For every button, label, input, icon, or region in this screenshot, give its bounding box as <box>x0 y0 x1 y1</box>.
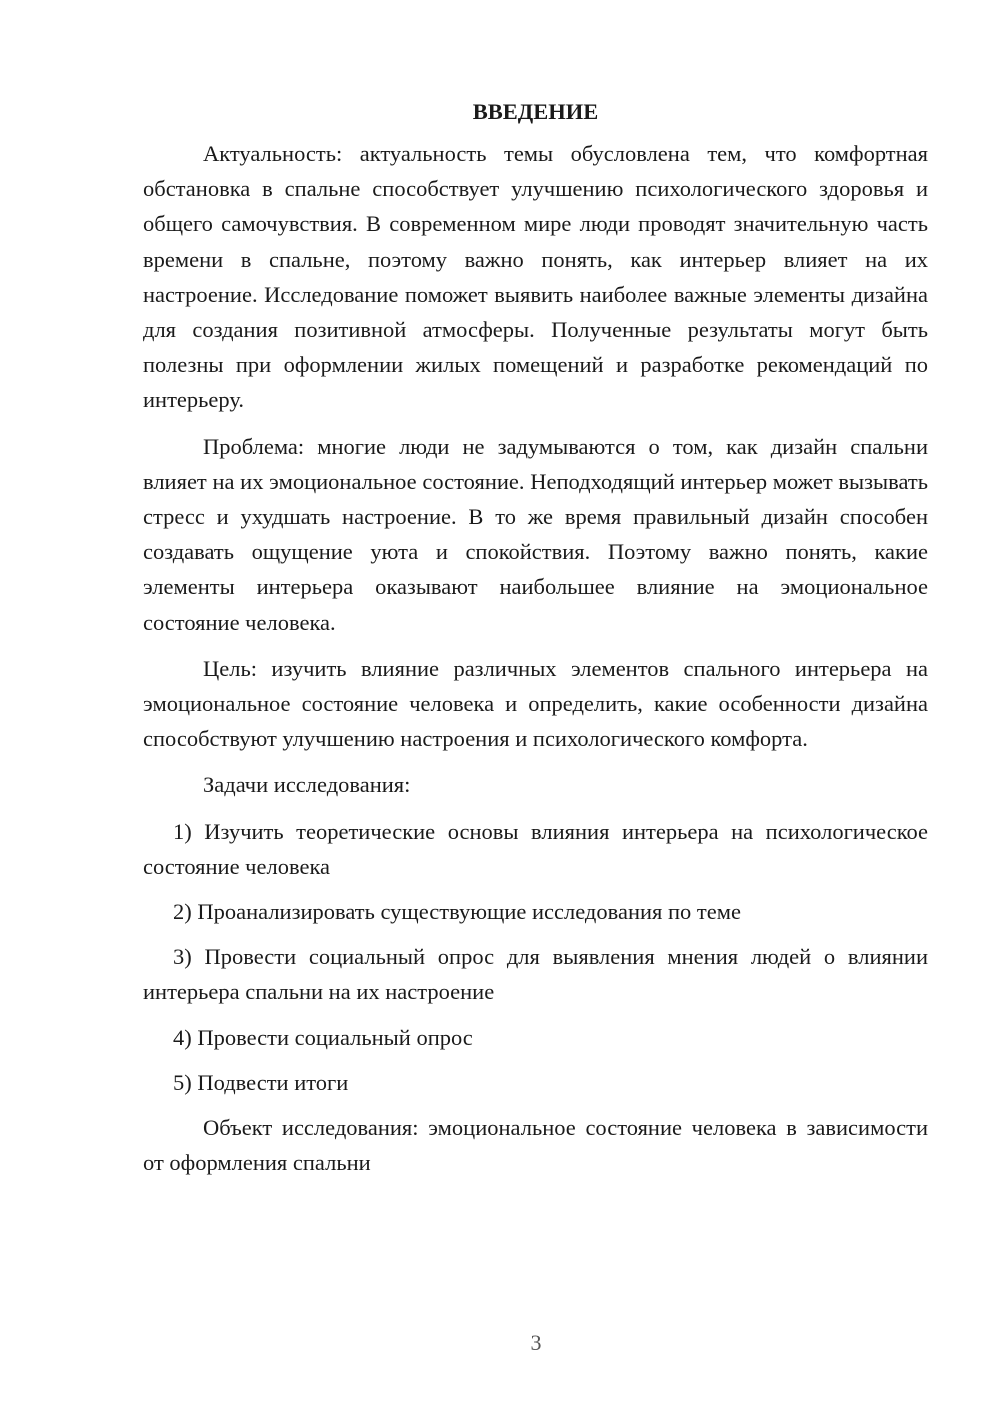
document-body <box>143 94 928 1191</box>
tasks-heading: Задачи исследования: <box>203 772 411 798</box>
object-paragraph: Объект исследования: эмоциональное состояние человека в зависимости от оформления спальни <box>143 1115 928 1176</box>
task-item: 4) Провести социальный опрос <box>173 1024 473 1050</box>
problem-paragraph: Проблема: многие люди не задумываются о том, как дизайн спальни влияет на их эмоциональное состояние. Неподходящий интерьер может вызывать стресс и ухудшать настроение. В то же время правильный дизайн способен создавать ощущение уюта и спокойствия. Поэтому важно понять, какие элементы интерьера оказывают наибольшее влияние на эмоциональное состояние человека. <box>143 433 928 635</box>
section-heading: ВВЕДЕНИЕ <box>472 99 599 124</box>
task-item: 5) Подвести итоги <box>173 1069 349 1095</box>
page-number: 3 <box>530 1330 542 1355</box>
goal-paragraph: Цель: изучить влияние различных элементов спального интерьера на эмоциональное состояние человека и определить, какие особенности дизайна способствуют улучшению настроения и психологического комфорта. <box>143 655 928 752</box>
task-item: 1) Изучить теоретические основы влияния интерьера на психологическое состояние человека <box>143 818 928 879</box>
relevance-paragraph: Актуальность: актуальность темы обусловлена тем, что комфортная обстановка в спальне способствует улучшению психологического здоровья и общего самочувствия. В современном мире люди проводят значительную часть времени в спальне, поэтому важно понять, как интерьер влияет на их настроение. Исследование поможет выявить наиболее важные элементы дизайна для создания позитивной атмосферы. Полученные результаты могут быть полезны при оформлении жилых помещений и разработке рекомендаций по интерьеру. <box>143 141 928 413</box>
task-item: 3) Провести социальный опрос для выявления мнения людей о влиянии интерьера спальни на их настроение <box>143 944 928 1005</box>
task-item: 2) Проанализировать существующие исследования по теме <box>173 899 741 925</box>
